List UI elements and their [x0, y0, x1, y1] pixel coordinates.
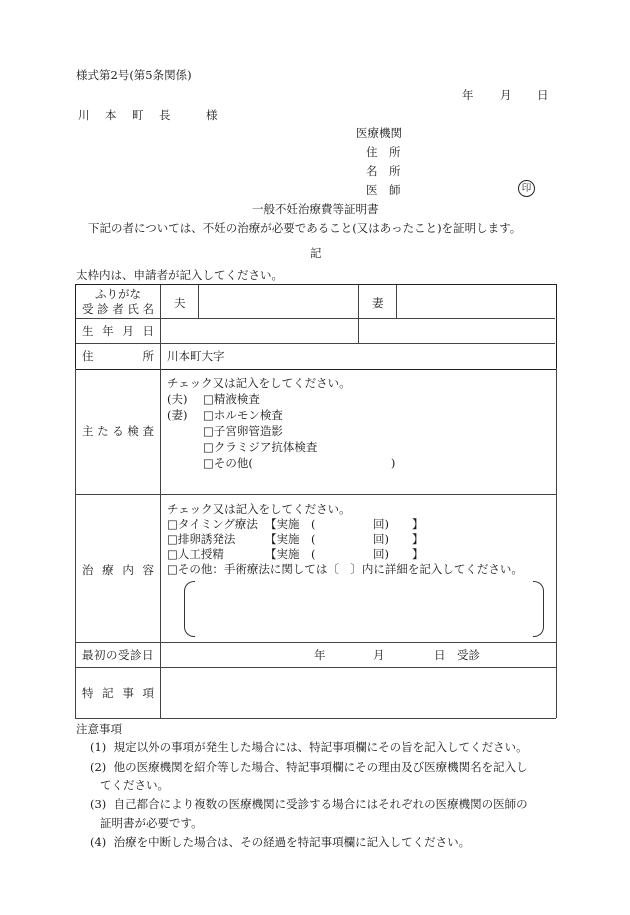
- first-visit-month: 月: [373, 648, 385, 662]
- note-3: [90, 795, 528, 814]
- address-label: [82, 349, 154, 363]
- treatment-instruction: チェック又は記入をしてください。: [167, 502, 351, 516]
- note-2-cont: てください。: [100, 778, 169, 792]
- date-day: 日: [537, 88, 549, 102]
- exam-label-text: 主たる検査: [82, 424, 154, 438]
- row-divider-4: [75, 642, 556, 643]
- treatment-insemination[interactable]: □人工授精: [167, 547, 224, 561]
- document-title: 一般不妊治療費等証明書: [252, 202, 379, 216]
- exam-instruction: チェック又は記入をしてください。: [167, 376, 351, 390]
- wife-column-divider: [358, 285, 359, 343]
- husband-label: 夫: [174, 296, 186, 310]
- exam-label: [82, 424, 154, 438]
- note-4-num: (4): [90, 835, 107, 849]
- birthdate-label: [82, 324, 154, 338]
- note-2: [90, 758, 528, 777]
- note-4: [90, 833, 470, 852]
- treatment-other[interactable]: □その他：手術療法に関しては〔 〕内に詳細を記入してください。: [167, 562, 523, 576]
- husband-label-divider: [198, 285, 199, 318]
- treatment-ovulation[interactable]: □排卵誘発法: [167, 532, 236, 546]
- surgery-detail-bracket-left: [184, 581, 195, 637]
- exam-item-hsg[interactable]: □子宮卵管造影: [203, 424, 283, 438]
- first-visit-label: 最初の受診日: [82, 648, 154, 662]
- patient-name-label-text: 受診者氏名: [82, 302, 154, 316]
- wife-label: 妻: [372, 296, 384, 310]
- exam-item-other[interactable]: □その他( ): [203, 456, 396, 470]
- birthdate-label-text: 生年月日: [82, 324, 154, 338]
- frame-note: 太枠内は、申請者が記入してください。: [76, 268, 283, 282]
- notes-heading: 注意事項: [76, 722, 122, 736]
- treatment-ovulation-count[interactable]: 【実施 ( 回) 】: [265, 532, 424, 546]
- row-divider-5: [75, 667, 556, 668]
- furigana-label: ふりがな: [95, 287, 141, 301]
- row-divider-3: [75, 494, 556, 495]
- treatment-timing-count[interactable]: 【実施 ( 回) 】: [265, 517, 424, 531]
- note-3-num: (3): [90, 797, 107, 811]
- date-year: 年: [462, 88, 474, 102]
- exam-item-hormone[interactable]: □ホルモン検査: [203, 408, 283, 422]
- first-visit-day: 日 受診: [434, 648, 480, 662]
- note-1: [90, 738, 528, 757]
- note-1-num: (1): [90, 740, 107, 754]
- label-column-divider: [160, 285, 161, 718]
- form-number: 様式第2号(第5条関係): [76, 68, 192, 82]
- issuer-name-label: 名 所: [366, 164, 401, 178]
- table-left-border: [75, 368, 76, 718]
- treatment-label-text: 治療内容: [82, 563, 154, 577]
- table-bottom-border: [75, 718, 556, 719]
- note-2-num: (2): [90, 760, 107, 774]
- date-month: 月: [500, 88, 512, 102]
- note-1-text: 規定以外の事項が発生した場合には、特記事項欄にその旨を記入してください。: [113, 740, 528, 754]
- patient-name-label: [82, 302, 154, 316]
- exam-item-semen[interactable]: □精液検査: [203, 392, 260, 406]
- address-value: 川本町大字: [167, 349, 225, 363]
- seal-mark: 印: [518, 180, 535, 197]
- address-label-text: 住所: [82, 349, 154, 363]
- table-right-border: [556, 368, 557, 718]
- issuer-address-label: 住 所: [366, 145, 401, 159]
- wife-label-divider: [396, 285, 397, 318]
- institution-label: 医療機関: [356, 126, 402, 140]
- exam-who-1: (夫): [167, 392, 188, 406]
- row-divider-2: [76, 343, 555, 344]
- note-3-cont: 証明書が必要です。: [100, 816, 203, 830]
- remarks-label-text: 特記事項: [82, 686, 154, 700]
- note-2-text: 他の医療機関を紹介等した場合、特記事項欄にその理由及び医療機関名を記入し: [113, 760, 528, 774]
- remarks-label: [82, 686, 154, 700]
- treatment-label: [82, 563, 154, 577]
- ki-mark: 記: [310, 246, 322, 260]
- note-3-text: 自己都合により複数の医療機関に受診する場合にはそれぞれの医療機関の医師の: [113, 797, 528, 811]
- surgery-detail-bracket-right: [533, 581, 544, 637]
- doctor-label: 医 師: [366, 183, 401, 197]
- addressee: 川 本 町 長: [78, 108, 173, 122]
- exam-who-2: (妻): [167, 408, 188, 422]
- treatment-timing[interactable]: □タイミング療法: [167, 517, 258, 531]
- exam-item-chlamydia[interactable]: □クラミジア抗体検査: [203, 440, 318, 454]
- addressee-suffix: 様: [206, 108, 218, 122]
- statement: 下記の者については、不妊の治療が必要であること(又はあったこと)を証明します。: [88, 221, 522, 235]
- row-divider-1: [76, 318, 555, 319]
- first-visit-year: 年: [314, 648, 326, 662]
- note-4-text: 治療を中断した場合は、その経過を特記事項欄に記入してください。: [113, 835, 471, 849]
- treatment-insemination-count[interactable]: 【実施 ( 回) 】: [265, 547, 424, 561]
